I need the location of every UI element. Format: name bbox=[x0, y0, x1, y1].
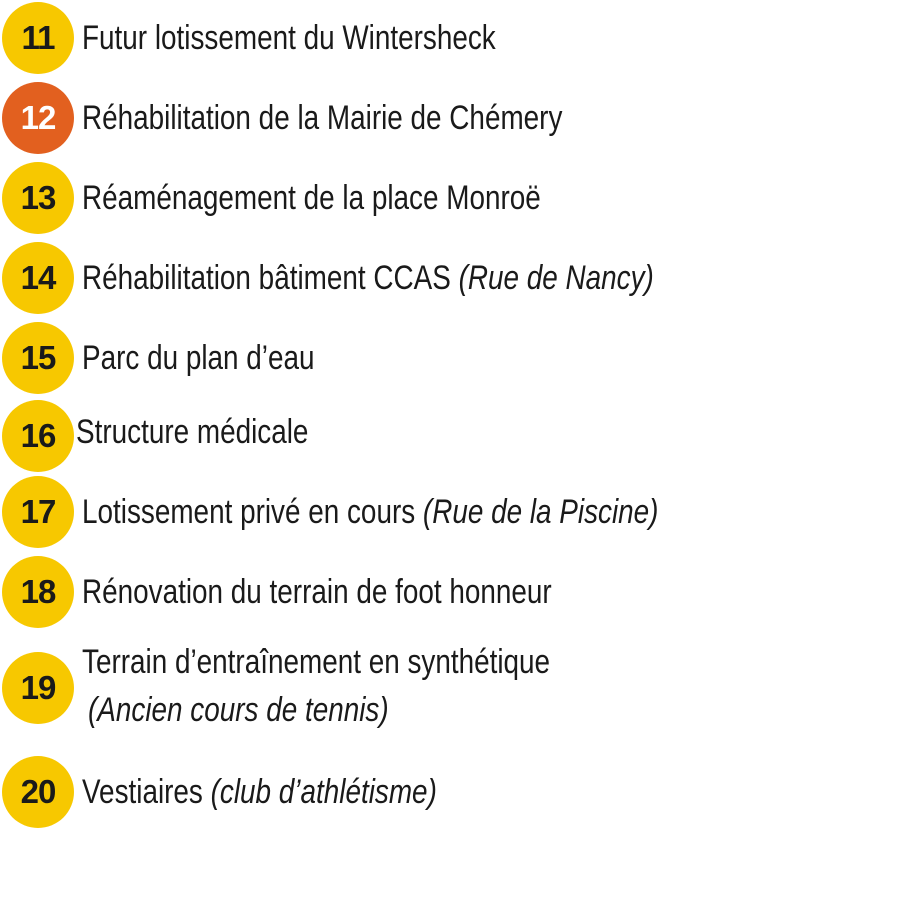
legend-item-label bbox=[82, 258, 654, 298]
legend-item-note: (Rue de Nancy) bbox=[458, 259, 654, 297]
number-badge: 17 bbox=[2, 476, 74, 548]
legend-item-note: (Ancien cours de tennis) bbox=[88, 691, 389, 729]
number-badge: 19 bbox=[2, 652, 74, 724]
legend-item-label bbox=[82, 178, 541, 218]
legend-item-text: Lotissement privé en cours bbox=[82, 493, 423, 531]
legend-item-text: Vestiaires bbox=[82, 773, 211, 811]
legend-item-text: Terrain d’entraînement en synthétique bbox=[82, 643, 551, 681]
legend-item-text: Structure médicale bbox=[76, 413, 309, 451]
legend-item-note: (Rue de la Piscine) bbox=[422, 493, 659, 531]
number-badge: 14 bbox=[2, 242, 74, 314]
legend-item-label bbox=[82, 18, 496, 58]
legend-item-label bbox=[82, 572, 552, 612]
legend-item-label bbox=[82, 338, 315, 378]
legend-item-text: Rénovation du terrain de foot honneur bbox=[82, 573, 552, 611]
number-badge-highlighted: 12 bbox=[2, 82, 74, 154]
number-badge: 15 bbox=[2, 322, 74, 394]
number-badge: 20 bbox=[2, 756, 74, 828]
legend-item-label bbox=[82, 492, 658, 532]
legend-item-label bbox=[76, 412, 308, 452]
legend-item-note: (club d’athlétisme) bbox=[210, 773, 437, 811]
number-badge: 16 bbox=[2, 400, 74, 472]
number-badge: 11 bbox=[2, 2, 74, 74]
legend-item-text: Futur lotissement du Wintersheck bbox=[82, 19, 496, 57]
legend-item-text: Parc du plan d’eau bbox=[82, 339, 315, 377]
legend-item-text: Réaménagement de la place Monroë bbox=[82, 179, 541, 217]
legend-item-label bbox=[82, 98, 562, 138]
legend-item-label bbox=[82, 642, 550, 682]
number-badge: 18 bbox=[2, 556, 74, 628]
legend-item-label bbox=[82, 772, 437, 812]
number-badge: 13 bbox=[2, 162, 74, 234]
legend-item-text: Réhabilitation de la Mairie de Chémery bbox=[82, 99, 563, 137]
legend-item-text: Réhabilitation bâtiment CCAS bbox=[82, 259, 459, 297]
